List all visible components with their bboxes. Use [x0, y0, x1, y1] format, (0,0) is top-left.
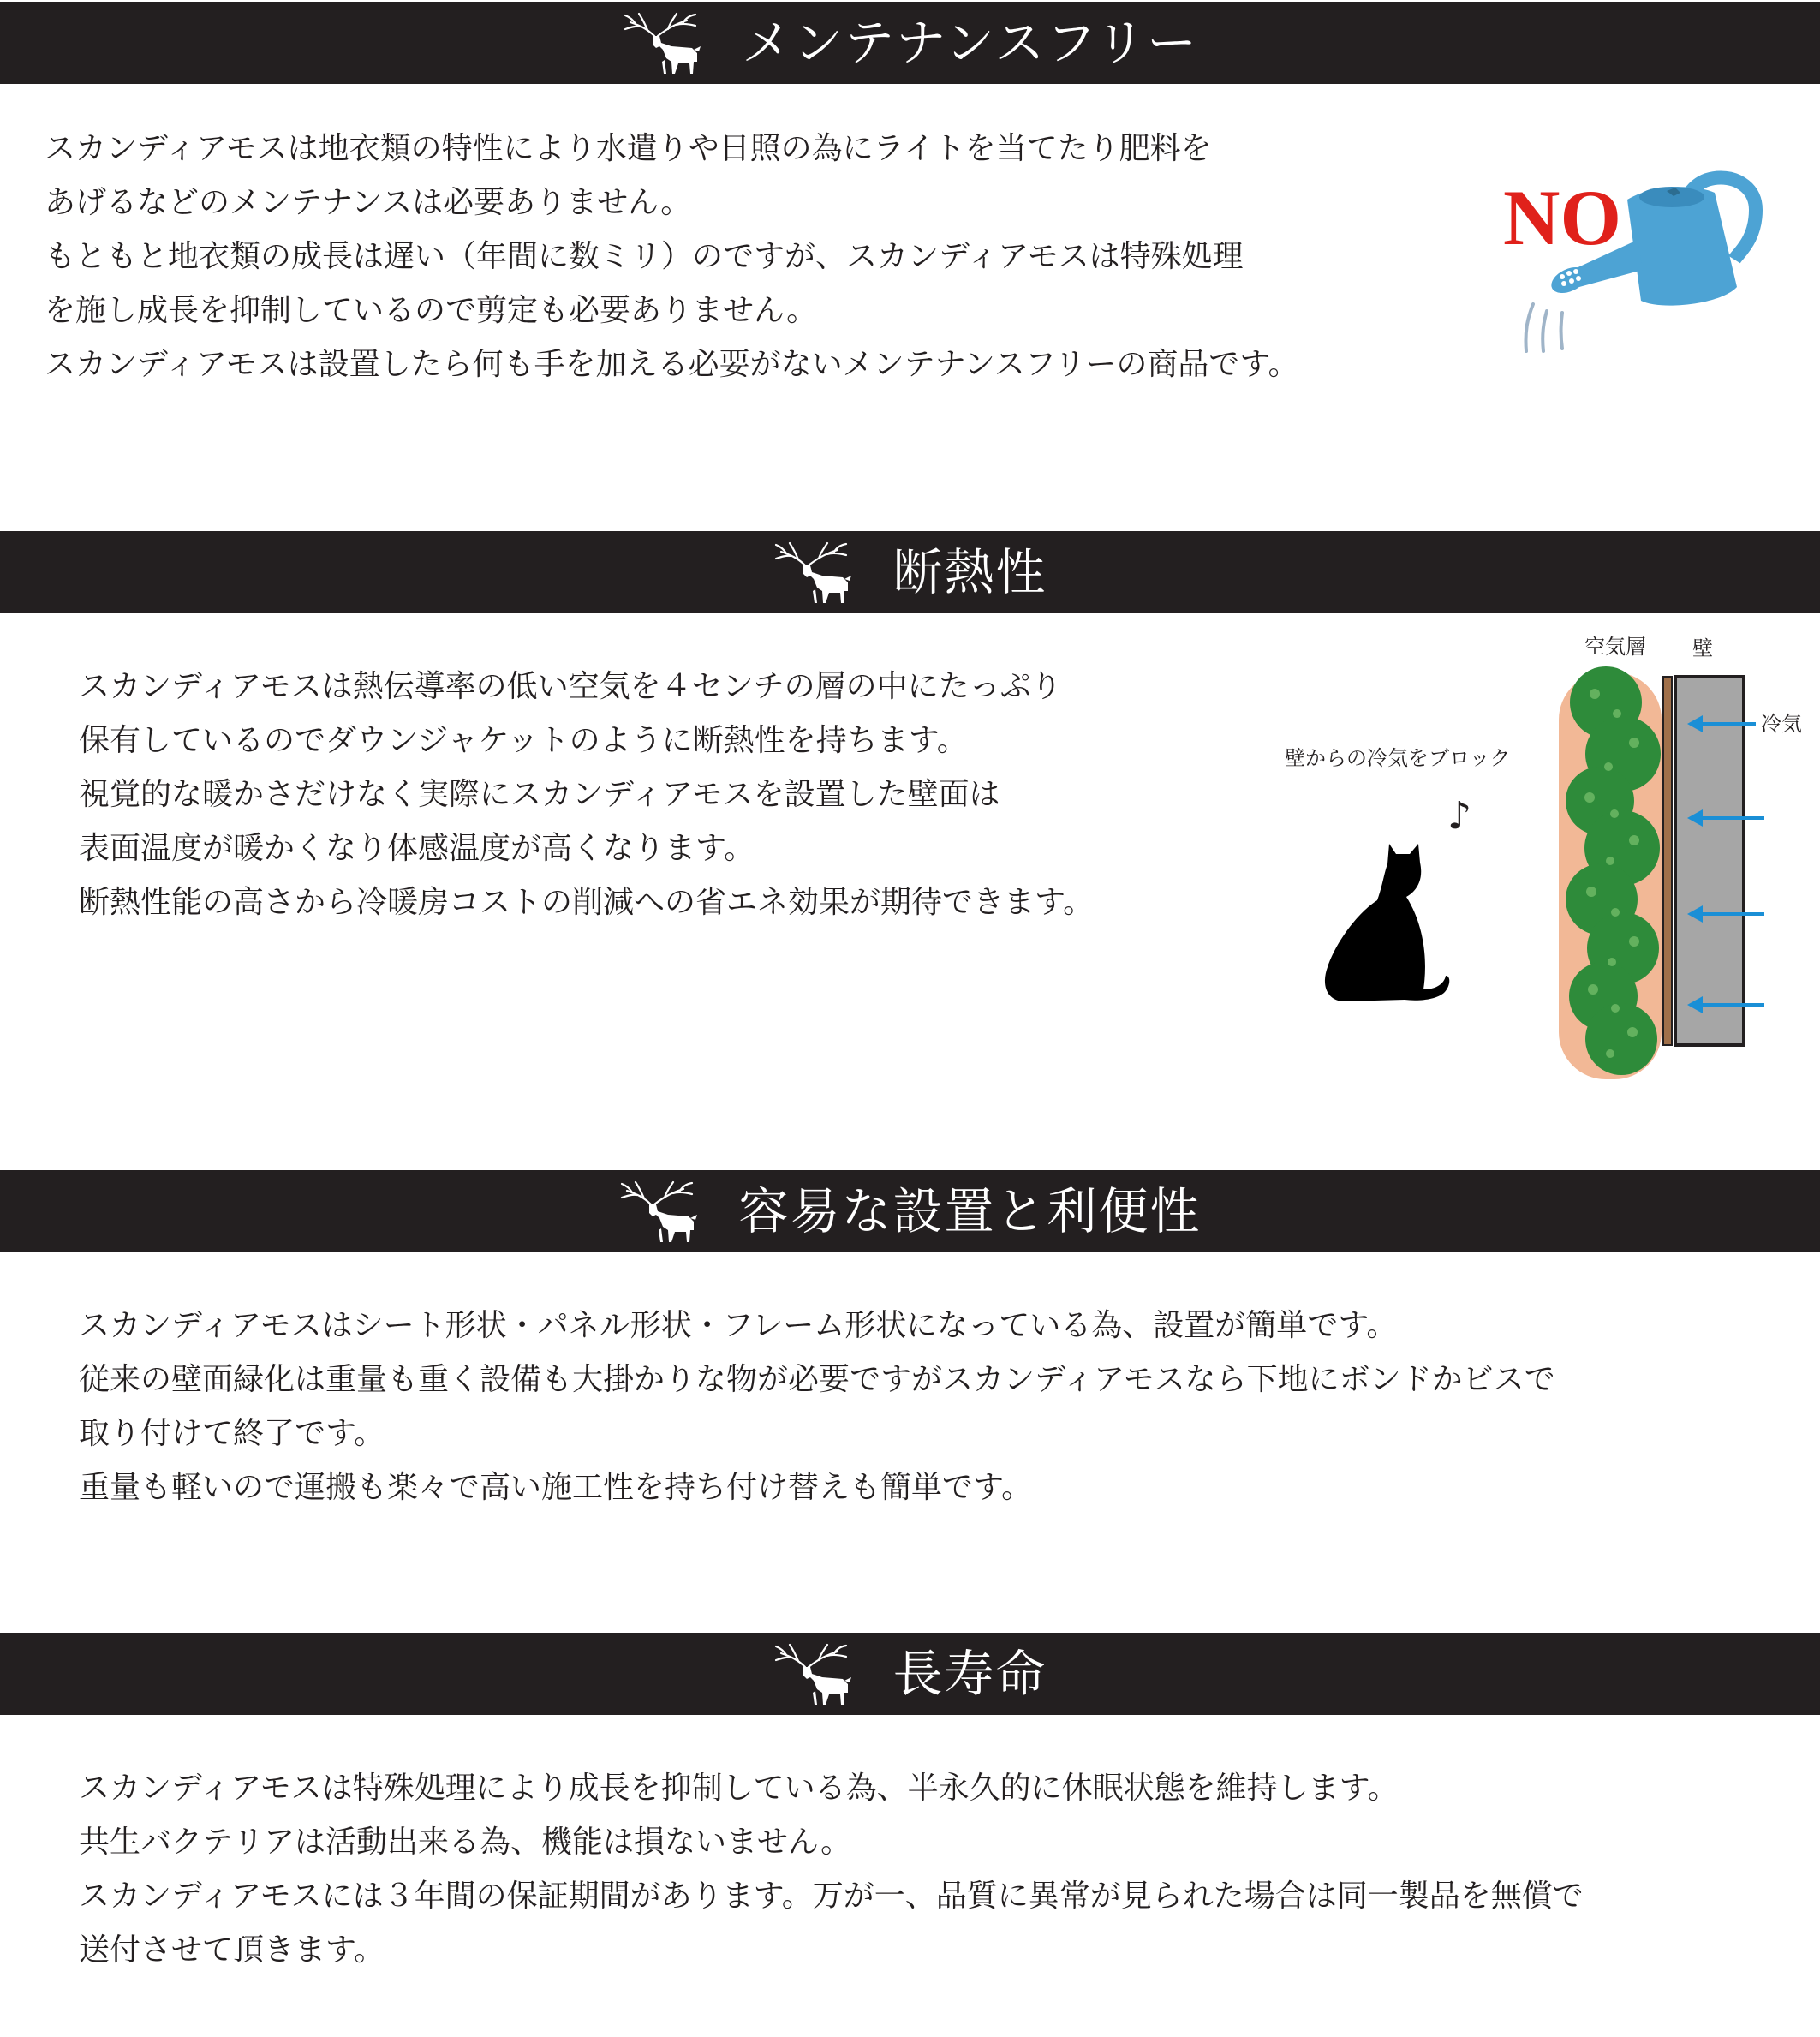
- watering-can-icon: [1490, 158, 1781, 364]
- deer-icon: [773, 540, 858, 605]
- music-note: ♪: [1447, 794, 1472, 838]
- wall-block: [1675, 677, 1744, 1045]
- deer-icon: [618, 1179, 704, 1244]
- section-header-easy-install: [0, 1170, 1820, 1252]
- body-line: 断熱性能の高さから冷暖房コストの削減への省エネ効果が期待できます。: [79, 885, 1095, 920]
- section-title: 断熱性: [892, 543, 1047, 601]
- no-watering-illustration: [1490, 158, 1781, 364]
- section-header-insulation: [0, 531, 1820, 613]
- body-line: スカンディアモスには３年間の保証期間があります。万が一、品質に異常が見られた場合は同一製品を無償で: [79, 1879, 1584, 1914]
- block-label: 壁からの冷気をブロック: [1285, 746, 1511, 770]
- wall-label: 壁: [1692, 636, 1713, 660]
- body-line: 保有しているのでダウンジャケットのように断熱性を持ちます。: [79, 723, 968, 758]
- body-line: 従来の壁面緑化は重量も重く設備も大掛かりな物が必要ですがスカンディアモスなら下地にボンドかビスで: [79, 1362, 1555, 1397]
- body-line: 共生バクテリアは活動出来る為、機能は損ないません。: [79, 1825, 852, 1860]
- body-line: あげるなどのメンテナンスは必要ありません。: [45, 185, 692, 220]
- no-label: NO: [1503, 174, 1621, 261]
- section-body-insulation: [79, 660, 1094, 929]
- insulation-diagram: [1276, 630, 1820, 1092]
- body-line: スカンディアモスは熱伝導率の低い空気を４センチの層の中にたっぷり: [79, 669, 1062, 704]
- body-line: 重量も軽いので運搬も楽々で高い施工性を持ち付け替えも簡単です。: [79, 1470, 1033, 1505]
- body-line: 表面温度が暖かくなり体感温度が高くなります。: [79, 831, 755, 866]
- cold-air-label: 冷気: [1761, 712, 1802, 736]
- section-header-long-life: [0, 1633, 1820, 1715]
- cat-silhouette-icon: [1325, 844, 1449, 1001]
- body-line: を施し成長を抑制しているので剪定も必要ありません。: [45, 293, 818, 328]
- section-header-maintenance-free: [0, 2, 1820, 84]
- section-title: 長寿命: [892, 1645, 1047, 1703]
- body-line: 送付させて頂きます。: [79, 1932, 385, 1968]
- body-line: スカンディアモスはシート形状・パネル形状・フレーム形状になっている為、設置が簡単です。: [79, 1308, 1398, 1343]
- section-body-maintenance-free: [45, 122, 1298, 391]
- body-line: スカンディアモスは設置したら何も手を加える必要がないメンテナンスフリーの商品です。: [45, 347, 1299, 382]
- deer-icon: [622, 10, 707, 75]
- section-body-easy-install: [79, 1299, 1555, 1514]
- body-line: スカンディアモスは特殊処理により成長を抑制している為、半永久的に休眠状態を維持します。: [79, 1771, 1399, 1806]
- body-line: 取り付けて終了です。: [79, 1416, 385, 1451]
- body-line: 視覚的な暖かさだけなく実際にスカンディアモスを設置した壁面は: [79, 777, 1000, 812]
- section-body-long-life: [79, 1761, 1584, 1977]
- air-layer-label: 空気層: [1584, 635, 1646, 659]
- body-line: もともと地衣類の成長は遅い（年間に数ミリ）のですが、スカンディアモスは特殊処理: [45, 239, 1244, 274]
- section-title: メンテナンスフリー: [741, 14, 1199, 72]
- deer-icon: [773, 1641, 858, 1706]
- section-title: 容易な設置と利便性: [738, 1182, 1202, 1240]
- body-line: スカンディアモスは地衣類の特性により水遣りや日照の為にライトを当てたり肥料を: [45, 131, 1212, 166]
